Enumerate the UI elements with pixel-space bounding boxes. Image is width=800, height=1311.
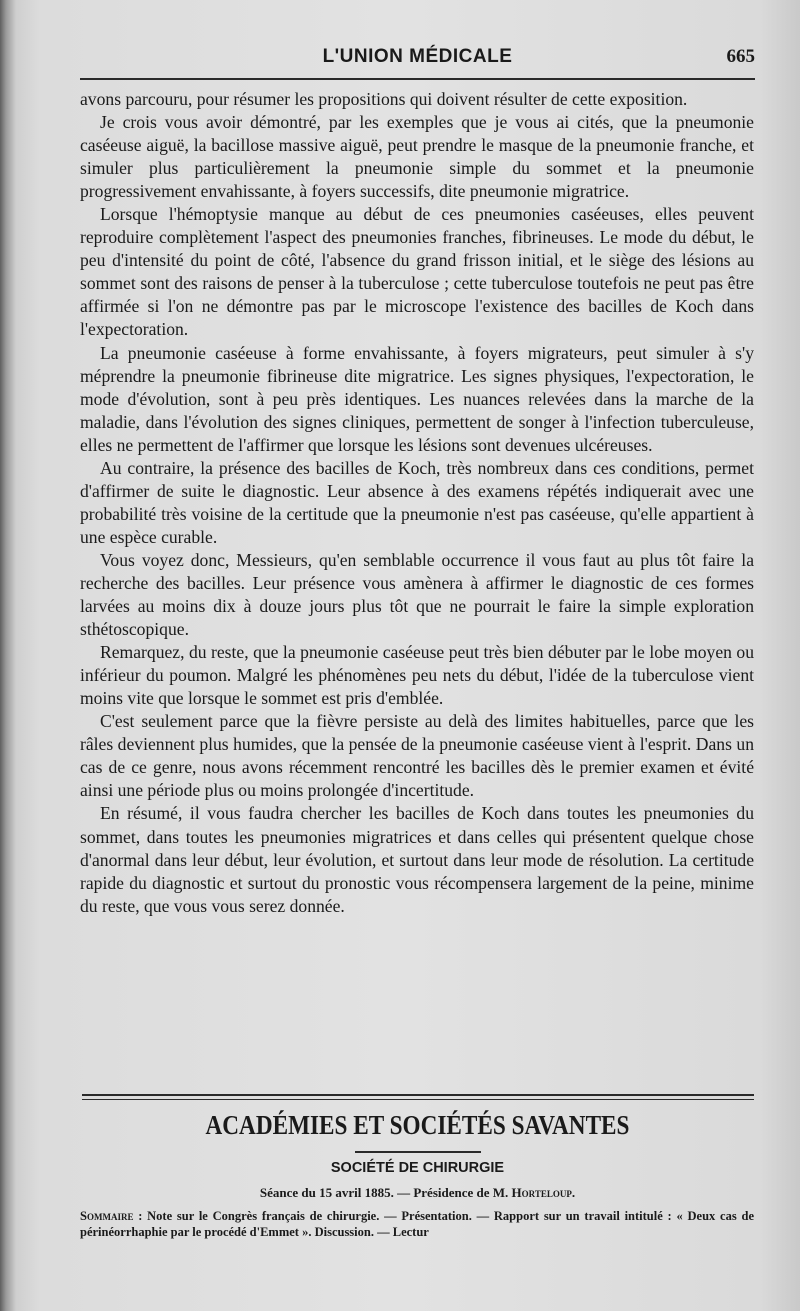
heading-rule: [355, 1151, 481, 1153]
paragraph-9: En résumé, il vous faudra chercher les bacilles de Koch dans toutes les pneumonies du sommet, dans toutes les pneumonies migratrices et dans celles qui présentent quelque chose d'anormal dans leur début, leur évolution, et surtout dans leur mode de résolution. La certitude rapide du diagnostic et surtout du pronostic vous récompensera largement de la peine, minime du reste, que vous vous serez donnée.: [80, 803, 754, 916]
paragraph-4: La pneumonie caséeuse à forme envahissante, à foyers migrateurs, peut simuler à s'y méprendre la pneumonie fibrineuse dite migratrice. Les signes physiques, l'expectoration, le mode d'évolution, sont à peu près identiques. Les nuances relevées dans la marche de la maladie, dans l'évolution des signes cliniques, permettent de songer à l'infection tuberculeuse, elles ne permettent de l'affirmer que lorsque les lésions sont devenues ulcéreuses.: [80, 342, 754, 455]
paragraph-2: Je crois vous avoir démontré, par les exemples que je vous ai cités, que la pneumonie caséeuse aiguë, la bacillose massive aiguë, peut prendre le masque de la pneumonie franche, et simuler plus particulièrement la pneumonie simple du sommet et la pneumonie progressivement envahissante, à foyers successifs, dite pneumonie migratrice.: [80, 112, 754, 202]
session-prefix: Séance du 15 avril 1885. — Présidence de M.: [259, 1185, 512, 1200]
section-divider: [82, 1094, 754, 1100]
paragraph-1: avons parcouru, pour résumer les propositions qui doivent résulter de cette exposition.: [80, 89, 688, 109]
running-title: L'UNION MÉDICALE: [322, 46, 513, 67]
paragraph-5: Au contraire, la présence des bacilles de Koch, très nombreux dans ces conditions, permet d'affirmer de suite le diagnostic. Leur absence à des examens répétés indiquerait avec une probabilité très voisine de la certitude que la pneumonie n'est pas caséeuse, qu'elle appartient à une espèce curable.: [80, 457, 754, 547]
session-summary: [80, 1208, 754, 1240]
society-title: SOCIÉTÉ DE CHIRURGIE: [330, 1160, 505, 1176]
article-body: [80, 88, 754, 918]
paragraph-7: Remarquez, du reste, que la pneumonie caséeuse peut très bien débuter par le lobe moyen ou inférieur du poumon. Malgré les phénomènes peu nets du début, l'idée de la tuberculose vient moins vite que lorsque le sommet est pris d'emblée.: [80, 642, 754, 709]
summary-text: : Note sur le Congrès français de chirurgie. — Présentation. — Rapport sur un travail intitulé : « Deux cas de périnéorrhaphie par le procédé d'Emmet ». Discussion. — Lectur: [80, 1209, 754, 1239]
paragraph-8: C'est seulement parce que la fièvre persiste au delà des limites habituelles, parce que les râles deviennent plus humides, que la pensée de la pneumonie caséeuse vient à l'esprit. Dans un cas de ce genre, nous avons récemment rencontré les bacilles dès le premier examen et évité ainsi une période plus ou moins prolongée d'incertitude.: [80, 711, 754, 801]
session-line: [80, 1185, 755, 1201]
page-number: 665: [726, 46, 755, 67]
section-heading: ACADÉMIES ET SOCIÉTÉS SAVANTES: [205, 1110, 630, 1140]
paragraph-6: Vous voyez donc, Messieurs, qu'en semblable occurrence il vous faut au plus tôt faire la recherche des bacilles. Leur présence vous amènera à affirmer le diagnostic de ces formes larvées au moins dix à douze jours plus tôt que ne pourrait le faire la simple exploration sthétoscopique.: [80, 549, 754, 640]
header-rule: [80, 78, 755, 80]
president-name: Horteloup: [511, 1185, 572, 1200]
running-header: [80, 46, 755, 74]
session-suffix: .: [571, 1185, 576, 1200]
paragraph-3: Lorsque l'hémoptysie manque au début de ces pneumonies caséeuses, elles peuvent reproduire complètement l'aspect des pneumonies franches, fibrineuses. Le mode du début, le peu d'intensité du point de côté, l'absence du grand frisson initial, et le siège des lésions au sommet sont des raisons de penser à la tuberculose ; cette tuberculose toutefois ne peut pas être affirmée si l'on ne démontre pas par le microscope l'existence des bacilles de Koch dans l'expectoration.: [80, 204, 754, 340]
summary-label: Sommaire: [80, 1209, 134, 1223]
